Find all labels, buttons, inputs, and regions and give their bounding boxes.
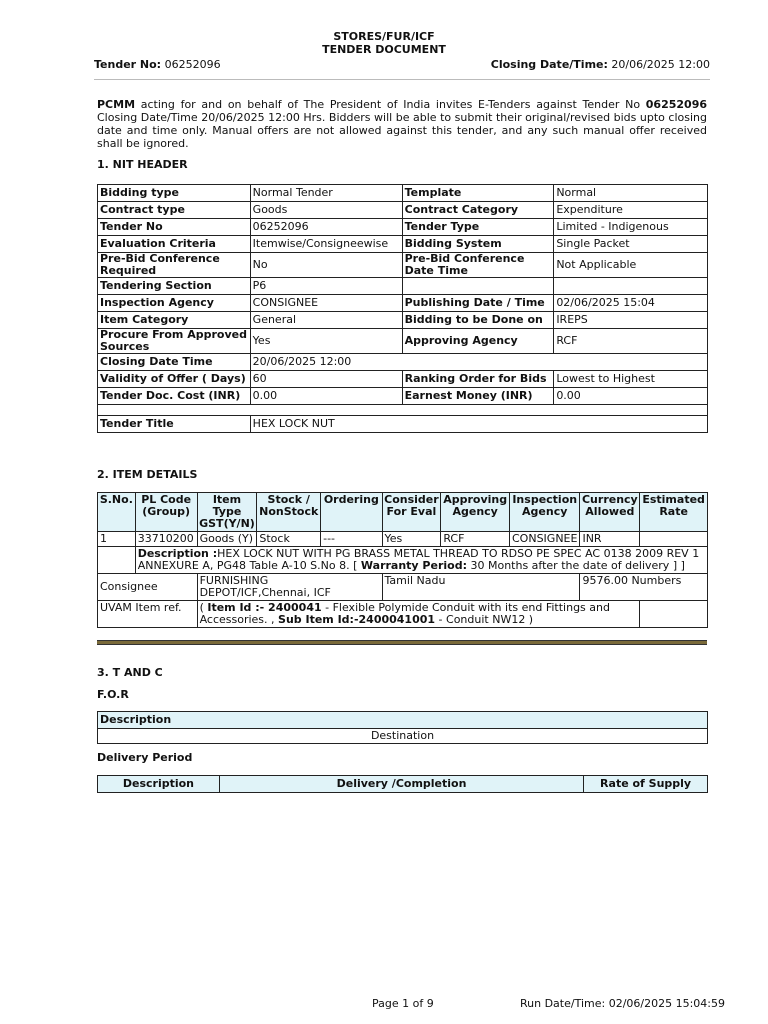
- nit-row: [98, 354, 708, 371]
- item-cell: 33710200: [135, 532, 197, 547]
- nit-value: 0.00: [250, 388, 402, 405]
- nit-value: Normal Tender: [250, 185, 402, 202]
- nit-label: Ranking Order for Bids: [402, 371, 554, 388]
- nit-label: Earnest Money (INR): [402, 388, 554, 405]
- nit-value: Not Applicable: [554, 253, 708, 278]
- consignee-row: [98, 574, 708, 601]
- item-column-header: Currency Allowed: [580, 493, 640, 532]
- subsection-delivery-period: Delivery Period: [97, 751, 193, 764]
- nit-label: Inspection Agency: [98, 295, 251, 312]
- nit-row: [98, 388, 708, 405]
- item-cell: Yes: [382, 532, 441, 547]
- section-terms: 3. T AND C: [97, 666, 163, 679]
- nit-row: [98, 312, 708, 329]
- nit-value: Goods: [250, 202, 402, 219]
- nit-value: RCF: [554, 329, 708, 354]
- nit-label: Contract Category: [402, 202, 554, 219]
- nit-value: Lowest to Highest: [554, 371, 708, 388]
- nit-label: Item Category: [98, 312, 251, 329]
- nit-row: [98, 329, 708, 354]
- footer-run-datetime: Run Date/Time: 02/06/2025 15:04:59: [520, 997, 726, 1010]
- item-column-header: Stock / NonStock: [257, 493, 321, 532]
- item-cell: [640, 532, 708, 547]
- consignee-label: Consignee: [98, 574, 198, 601]
- nit-value: 0.00: [554, 388, 708, 405]
- for-table: [97, 711, 708, 744]
- nit-value: Yes: [250, 329, 402, 354]
- nit-label: Tendering Section: [98, 278, 251, 295]
- item-column-header: PL Code (Group): [135, 493, 197, 532]
- nit-value: HEX LOCK NUT: [250, 416, 707, 433]
- nit-label: Bidding type: [98, 185, 251, 202]
- nit-label: Template: [402, 185, 554, 202]
- nit-spacer-row: [98, 405, 708, 416]
- nit-label: Validity of Offer ( Days): [98, 371, 251, 388]
- delivery-header-rate: Rate of Supply: [584, 776, 708, 793]
- header-closing: Closing Date/Time: 20/06/2025 12:00: [490, 58, 710, 71]
- nit-value: 20/06/2025 12:00: [250, 354, 707, 371]
- item-column-header: Inspection Agency: [510, 493, 580, 532]
- item-column-header: Item Type GST(Y/N): [197, 493, 257, 532]
- delivery-header-completion: Delivery /Completion: [219, 776, 583, 793]
- nit-value: Itemwise/Consigneewise: [250, 236, 402, 253]
- item-row: [98, 532, 708, 547]
- uvam-reference: ( Item Id :- 2400041 - Flexible Polymide Conduit with its end Fittings and Accessories. , Sub Item Id:-2400041001 - Conduit NW12 ): [197, 601, 640, 628]
- header-divider: [94, 79, 710, 80]
- nit-value: Single Packet: [554, 236, 708, 253]
- item-description: Description :HEX LOCK NUT WITH PG BRASS METAL THREAD TO RDSO PE SPEC AC 0138 2009 REV 1 ANNEXURE A, PG48 Table A-10 S.No 8. [ Warranty Period: 30 Months after the date of delivery ] ]: [135, 547, 707, 574]
- nit-value: IREPS: [554, 312, 708, 329]
- nit-value: [554, 278, 708, 295]
- consignee-state: Tamil Nadu: [382, 574, 580, 601]
- item-cell: Goods (Y): [197, 532, 257, 547]
- nit-label: Closing Date Time: [98, 354, 251, 371]
- item-cell: 1: [98, 532, 136, 547]
- nit-value: 06252096: [250, 219, 402, 236]
- uvam-row: [98, 601, 708, 628]
- nit-label: Pre-Bid Conference Date Time: [402, 253, 554, 278]
- nit-value: P6: [250, 278, 402, 295]
- nit-row: [98, 236, 708, 253]
- nit-label: Tender Type: [402, 219, 554, 236]
- delivery-header-description: Description: [98, 776, 220, 793]
- office-title: STORES/FUR/ICF: [333, 30, 435, 43]
- consignee-name: FURNISHING DEPOT/ICF,Chennai, ICF: [197, 574, 382, 601]
- nit-value: General: [250, 312, 402, 329]
- nit-header-table: [97, 184, 708, 433]
- nit-value: Limited - Indigenous: [554, 219, 708, 236]
- for-value: Destination: [98, 729, 708, 744]
- item-column-header: Estimated Rate: [640, 493, 708, 532]
- subsection-for: F.O.R: [97, 688, 129, 701]
- nit-value: Expenditure: [554, 202, 708, 219]
- item-column-header: Ordering: [321, 493, 382, 532]
- nit-label: Contract type: [98, 202, 251, 219]
- nit-label: Pre-Bid Conference Required: [98, 253, 251, 278]
- nit-label: Tender Doc. Cost (INR): [98, 388, 251, 405]
- item-cell: Stock: [257, 532, 321, 547]
- nit-row: [98, 185, 708, 202]
- nit-value: CONSIGNEE: [250, 295, 402, 312]
- section-nit-header: 1. NIT HEADER: [97, 158, 188, 171]
- nit-label: Publishing Date / Time: [402, 295, 554, 312]
- nit-label: Bidding System: [402, 236, 554, 253]
- item-column-header: Consider For Eval: [382, 493, 441, 532]
- nit-value: 60: [250, 371, 402, 388]
- nit-value: Normal: [554, 185, 708, 202]
- nit-label: Tender No: [98, 219, 251, 236]
- nit-value: No: [250, 253, 402, 278]
- nit-row: [98, 219, 708, 236]
- nit-label: Tender Title: [98, 416, 251, 433]
- footer-page-number: Page 1 of 9: [372, 997, 434, 1010]
- header-tender-no: Tender No: 06252096: [94, 58, 221, 71]
- item-cell: CONSIGNEE: [510, 532, 580, 547]
- delivery-table: [97, 775, 708, 793]
- item-details-table: [97, 492, 708, 628]
- item-cell: ---: [321, 532, 382, 547]
- for-header: Description: [98, 712, 708, 729]
- uvam-label: UVAM Item ref.: [98, 601, 198, 628]
- nit-row: [98, 416, 708, 433]
- nit-value: 02/06/2025 15:04: [554, 295, 708, 312]
- nit-label: Bidding to be Done on: [402, 312, 554, 329]
- nit-label: Evaluation Criteria: [98, 236, 251, 253]
- item-column-header: S.No.: [98, 493, 136, 532]
- item-cell: RCF: [441, 532, 510, 547]
- intro-paragraph: PCMM acting for and on behalf of The President of India invites E-Tenders against Tender No 06252096 Closing Date/Time 20/06/2025 12:00 Hrs. Bidders will be able to submit their original/revised bids upto closing date and time only. Manual offers are not allowed against this tender, and any such manual offer received shall be ignored.: [97, 98, 707, 150]
- nit-row: [98, 295, 708, 312]
- nit-label: [402, 278, 554, 295]
- nit-row: [98, 278, 708, 295]
- nit-label: Approving Agency: [402, 329, 554, 354]
- document-title: TENDER DOCUMENT: [322, 43, 446, 56]
- section-item-details: 2. ITEM DETAILS: [97, 468, 198, 481]
- nit-row: [98, 202, 708, 219]
- table-end-bar: [97, 640, 707, 645]
- nit-row: [98, 371, 708, 388]
- item-cell: INR: [580, 532, 640, 547]
- item-column-header: Approving Agency: [441, 493, 510, 532]
- nit-label: Procure From Approved Sources: [98, 329, 251, 354]
- consignee-quantity: 9576.00 Numbers: [580, 574, 708, 601]
- item-description-row: [98, 547, 708, 574]
- nit-row: [98, 253, 708, 278]
